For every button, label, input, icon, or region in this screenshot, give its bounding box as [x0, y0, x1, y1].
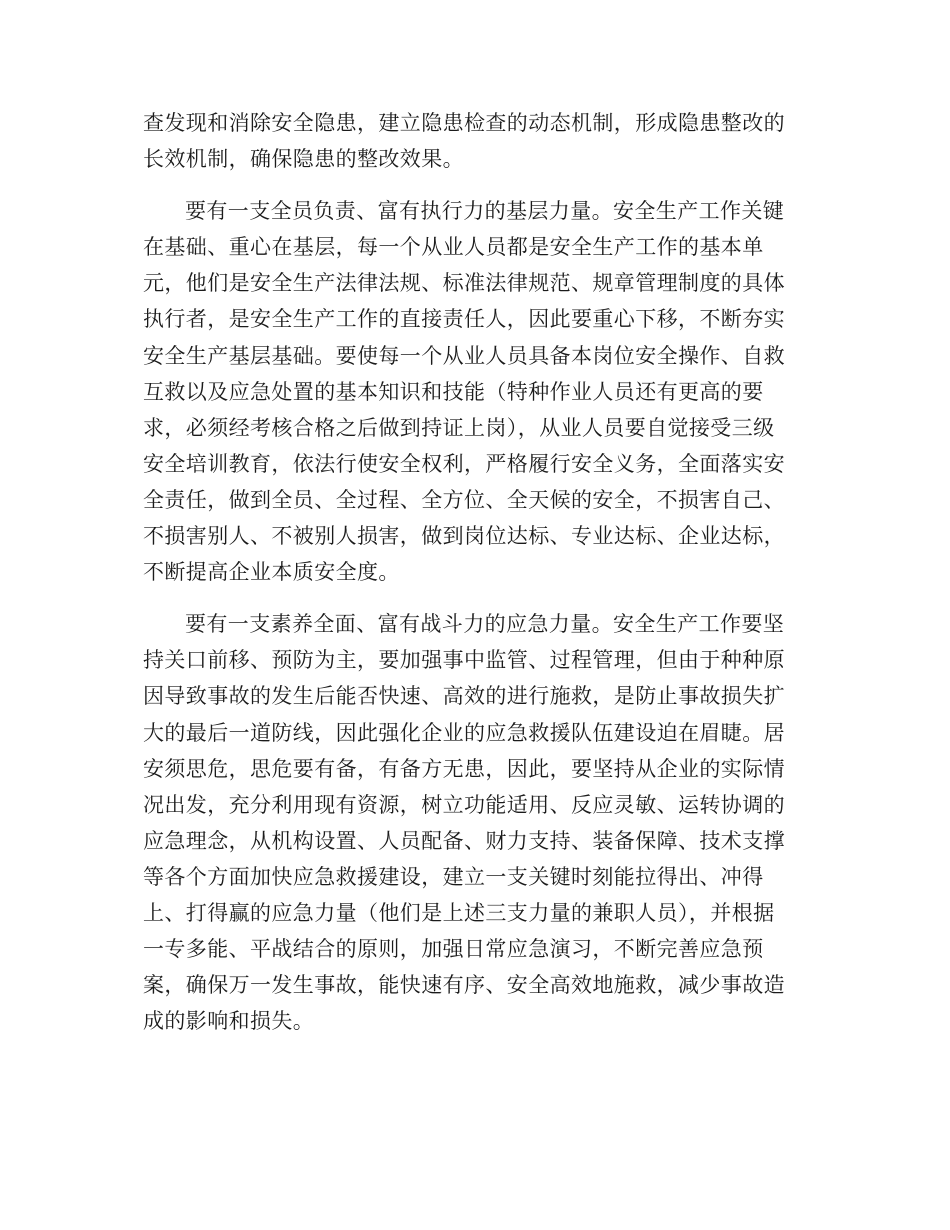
text-line: 不损害别人、不被别人损害，做到岗位达标、专业达标、企业达标，: [143, 524, 785, 549]
text-line: 全责任，做到全员、全过程、全方位、全天候的安全，不损害自己、: [143, 487, 785, 512]
text-line: 要有一支素养全面、富有战斗力的应急力量。安全生产工作要坚: [185, 612, 785, 637]
text-line: 持关口前移、预防为主，要加强事中监管、过程管理，但由于种种原: [143, 648, 785, 673]
text-line: 在基础、重心在基层，每一个从业人员都是安全生产工作的基本单: [143, 235, 764, 260]
text-line: 因导致事故的发生后能否快速、高效的进行施救，是防止事故损失扩: [143, 684, 785, 709]
text-line: 一专多能、平战结合的原则，加强日常应急演习，不断完善应急预: [143, 937, 764, 962]
text-line: 上、打得赢的应急力量（他们是上述三支力量的兼职人员），并根据: [143, 900, 775, 925]
text-line: 安须思危，思危要有备，有备方无患，因此，要坚持从企业的实际情: [143, 756, 785, 781]
paragraph-continuation: [143, 105, 803, 177]
text-line: 应急理念，从机构设置、人员配备、财力支持、装备保障、技术支撑: [143, 828, 785, 853]
text-line: 长效机制，确保隐患的整改效果。: [143, 147, 464, 172]
text-line: 等各个方面加快应急救援建设，建立一支关键时刻能拉得出、冲得: [143, 864, 764, 889]
text-line: 执行者，是安全生产工作的直接责任人，因此要重心下移，不断夯实: [143, 307, 785, 332]
text-line: 大的最后一道防线，因此强化企业的应急救援队伍建设迫在眉睫。居: [143, 720, 785, 745]
text-line: 元，他们是安全生产法律法规、标准法律规范、规章管理制度的具体: [143, 271, 785, 296]
text-line: 安全生产基层基础。要使每一个从业人员具备本岗位安全操作、自救: [143, 343, 785, 368]
text-line: 案，确保万一发生事故，能快速有序、安全高效地施救，减少事故造: [143, 973, 785, 998]
paragraph-grassroots-force: [143, 193, 803, 590]
text-line: 况出发，充分利用现有资源，树立功能适用、反应灵敏、运转协调的: [143, 792, 785, 817]
text-line: 求，必须经考核合格之后做到持证上岗），从业人员要自觉接受三级: [143, 415, 775, 440]
text-line: 要有一支全员负责、富有执行力的基层力量。安全生产工作关键: [185, 199, 785, 224]
text-line: 成的影响和损失。: [143, 1009, 315, 1034]
document-page: [143, 105, 803, 1039]
text-line: 互救以及应急处置的基本知识和技能（特种作业人员还有更高的要: [143, 379, 764, 404]
text-line: 不断提高企业本质安全度。: [143, 560, 400, 585]
text-line: 查发现和消除安全隐患，建立隐患检查的动态机制，形成隐患整改的: [143, 111, 785, 135]
text-line: 安全培训教育，依法行使安全权利，严格履行安全义务，全面落实安: [143, 451, 785, 476]
paragraph-emergency-force: [143, 606, 803, 1039]
